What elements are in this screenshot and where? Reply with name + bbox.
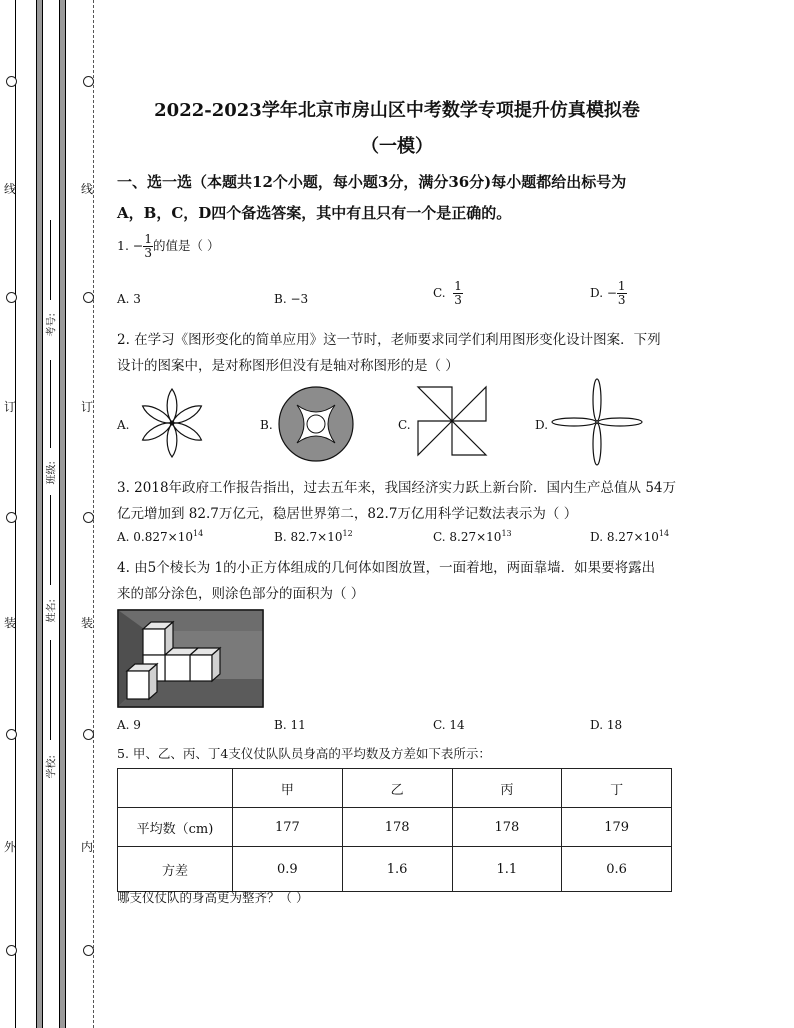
binding-hole (6, 945, 17, 956)
q3-option-d: D. $8.27\times 10^{14}$ (590, 529, 670, 544)
cube-stack-figure (117, 609, 265, 709)
binding-hole (83, 76, 94, 87)
q1-option-d: D. − $\frac{1}{3}$ (590, 279, 626, 307)
pinwheel-figure (416, 385, 488, 457)
binding-hole (6, 292, 17, 303)
question-1: 1. − $\frac{1}{3}$ 的值是（ ） (117, 232, 220, 260)
table-cell: 丙 (452, 769, 562, 808)
table-cell: 0.9 (233, 847, 343, 892)
table-header-row (118, 769, 672, 808)
table-cell: 178 (342, 808, 452, 847)
table-cell: 0.6 (562, 847, 672, 892)
statistics-table (117, 768, 672, 892)
question-5: 5. 甲、乙、丙、丁4支仪仗队队员身高的平均数及方差如下表所示： (117, 746, 491, 761)
margin-char-ding: 订 (81, 400, 94, 414)
table-cell: 方差 (118, 847, 233, 892)
question-2-line1: 2. 在学习《图形变化的简单应用》这一节时，老师要求同学们利用图形变化设计图案．下列 (117, 332, 661, 348)
q4-option-b: B. 11 (274, 718, 306, 732)
field-line (50, 360, 51, 448)
question-3-line2: 亿元增加到 82.7万亿元，稳居世界第二，82.7万亿用科学记数法表示为（ ） (117, 506, 578, 522)
table-cell: 1.6 (342, 847, 452, 892)
margin-char-xian: 线 (81, 182, 94, 196)
table-cell: 177 (233, 808, 343, 847)
q4-option-d: D. 18 (590, 718, 623, 732)
table-cell: 178 (452, 808, 562, 847)
circle-figure (277, 385, 355, 463)
binding-hole (6, 729, 17, 740)
propeller-figure (551, 378, 643, 466)
table-cell: 1.1 (452, 847, 562, 892)
table-cell (118, 769, 233, 808)
table-cell: 平均数（cm) (118, 808, 233, 847)
q3-option-a: A. $0.827\times 10^{14}$ (117, 529, 204, 544)
q2-option-b-label: B. (260, 418, 273, 432)
table-cell: 甲 (233, 769, 343, 808)
table-cell: 乙 (342, 769, 452, 808)
flower-figure (134, 385, 210, 461)
page-title: 2022-2023学年北京市房山区中考数学专项提升仿真模拟卷 (154, 100, 640, 121)
page-subtitle: （一模） (361, 136, 433, 157)
q2-option-a-label: A. (117, 418, 130, 432)
binding-hole (6, 76, 17, 87)
margin-char-zhuang: 装 (81, 616, 94, 630)
field-line (50, 495, 51, 585)
q4-option-c: C. 14 (433, 718, 465, 732)
question-4-line2: 来的部分涂色，则涂色部分的面积为（ ） (117, 586, 365, 602)
question-3-line1: 3. 2018年政府工作报告指出，过去五年来，我国经济实力跃上新台阶．国内生产总值从 54万 (117, 480, 676, 496)
margin-char-ding: 订 (4, 400, 17, 414)
field-exam-number: 考号: (46, 313, 58, 337)
field-school: 学校: (46, 755, 58, 779)
question-4-line1: 4. 由5个棱长为 1的小正方体组成的几何体如图放置，一面着地，两面靠墙．如果要将露出 (117, 560, 656, 576)
margin-char-nei: 内 (81, 840, 94, 854)
q1-option-c: C. $\frac{1}{3}$ (433, 279, 462, 307)
q3-option-b: B. $82.7\times 10^{12}$ (274, 529, 353, 544)
field-class: 班级: (46, 461, 58, 485)
question-2-line2: 设计的图案中，是对称图形但没有是轴对称图形的是（ ） (117, 358, 459, 374)
q4-option-a: A. 9 (117, 718, 141, 732)
binding-hole (83, 292, 94, 303)
margin-char-zhuang: 装 (4, 616, 17, 630)
section-heading-line2: A，B，C，D四个备选答案，其中有且只有一个是正确的。 (117, 204, 512, 222)
field-line (50, 220, 51, 300)
binding-hole (83, 945, 94, 956)
binding-hole (6, 512, 17, 523)
table-row (118, 808, 672, 847)
q3-option-c: C. $8.27\times 10^{13}$ (433, 529, 512, 544)
q2-option-c-label: C. (398, 418, 411, 432)
q2-option-d-label: D. (535, 418, 549, 432)
table-row (118, 847, 672, 892)
table-cell: 179 (562, 808, 672, 847)
margin-char-wai: 外 (4, 840, 17, 854)
table-cell: 丁 (562, 769, 672, 808)
field-name: 姓名: (46, 599, 58, 623)
margin-char-xian: 线 (4, 182, 17, 196)
q1-option-a: A. 3 (117, 292, 141, 306)
binding-hole (83, 512, 94, 523)
question-5-prompt: 哪支仪仗队的身高更为整齐？（ ） (117, 890, 309, 905)
section-heading-line1: 一、选一选（本题共12个小题，每小题3分，满分36分)每小题都给出标号为 (117, 173, 627, 191)
binding-hole (83, 729, 94, 740)
q1-option-b: B. −3 (274, 292, 309, 306)
field-line (50, 640, 51, 740)
